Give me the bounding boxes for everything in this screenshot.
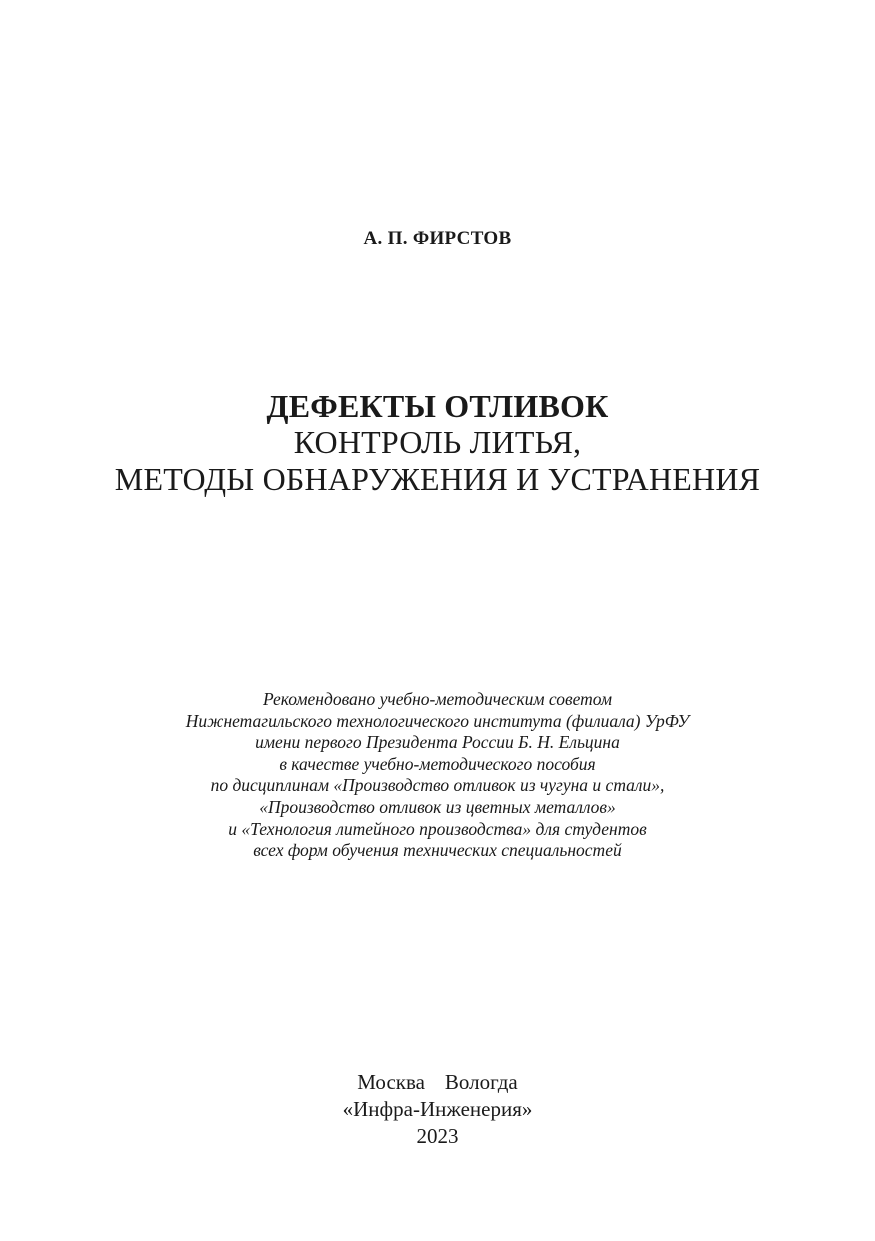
recommendation-line: «Производство отливок из цветных металлов» (259, 796, 616, 817)
recommendation-line: всех форм обучения технических специальностей (253, 840, 622, 861)
book-title-main: ДЕФЕКТЫ ОТЛИВОК (266, 388, 609, 424)
recommendation-line: имени первого Президента России Б. Н. Ельцина (255, 732, 620, 753)
recommendation-line: в качестве учебно-методического пособия (279, 753, 596, 774)
publisher-imprint (0, 1069, 875, 1150)
book-subtitle-line-2: МЕТОДЫ ОБНАРУЖЕНИЯ И УСТРАНЕНИЯ (114, 461, 761, 497)
recommendation-line: и «Технология литейного производства» для студентов (228, 818, 647, 839)
book-subtitle-line-1: КОНТРОЛЬ ЛИТЬЯ, (293, 424, 582, 460)
publication-year: 2023 (416, 1124, 459, 1148)
publisher-name: «Инфра-Инженерия» (342, 1097, 533, 1121)
recommendation-line: по дисциплинам «Производство отливок из чугуна и стали», (210, 775, 665, 796)
recommendation-line: Нижнетагильского технологического института (филиала) УрФУ (185, 710, 690, 731)
book-title (0, 388, 875, 498)
publication-cities (0, 1069, 875, 1096)
city-vologda: Вологда (444, 1070, 518, 1094)
recommendation-line: Рекомендовано учебно-методическим советом (262, 689, 613, 709)
city-moscow: Москва (357, 1070, 425, 1094)
author-name: А. П. ФИРСТОВ (363, 228, 512, 249)
recommendation-note (0, 689, 875, 862)
